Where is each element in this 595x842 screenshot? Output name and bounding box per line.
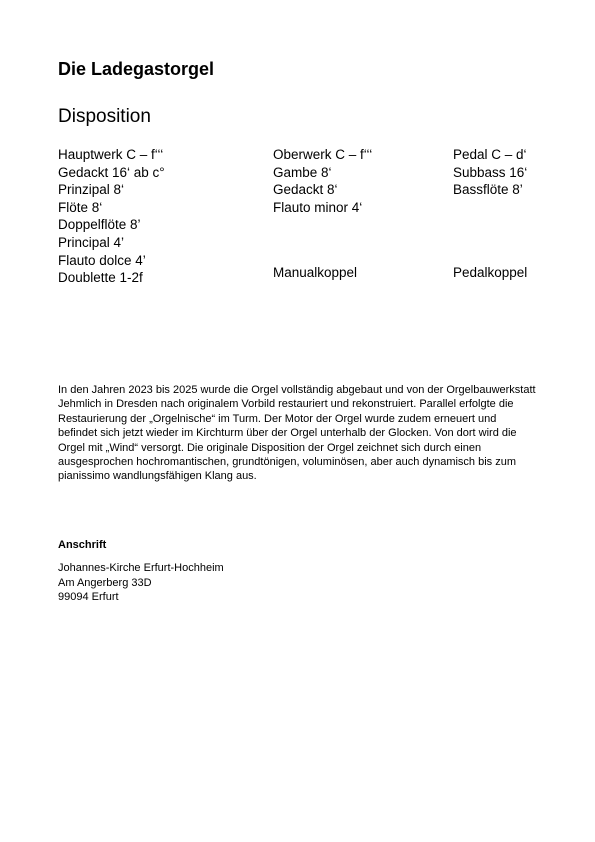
pedal-header: Pedal C – d‘ — [453, 147, 527, 162]
address-block — [58, 561, 224, 605]
pedal-column — [453, 146, 527, 199]
oberwerk-column — [273, 146, 372, 216]
oberwerk-header: Oberwerk C – f‘‘‘ — [273, 147, 373, 162]
stop-item: Flöte 8‘ — [58, 199, 103, 215]
hauptwerk-header: Hauptwerk C – f‘‘‘ — [58, 147, 164, 162]
stop-item: Principal 4’ — [58, 234, 125, 250]
stop-item: Flauto dolce 4’ — [58, 252, 146, 268]
section-heading-disposition: Disposition — [58, 106, 151, 127]
document-title: Die Ladegastorgel — [58, 59, 215, 79]
address-heading: Anschrift — [58, 539, 107, 551]
stop-item: Prinzipal 8‘ — [58, 182, 125, 198]
stop-item: Doublette 1-2f — [58, 270, 143, 286]
address-line: 99094 Erfurt — [58, 591, 119, 604]
stop-item: Gedackt 8‘ — [273, 182, 338, 198]
stop-item: Subbass 16‘ — [453, 164, 528, 180]
address-line: Johannes-Kirche Erfurt-Hochheim — [58, 562, 224, 574]
description-paragraph: In den Jahren 2023 bis 2025 wurde die Orgel vollständig abgebaut und von der Orgelbauwerkstatt Jehmlich in Dresden nach originalem Vorbild restauriert und rekonstruiert. Parallel erfolgte die Restaurierung der „Orgelnische“ im Turm. Der Motor der Orgel wurde zudem erneuert und befindet sich jetzt wieder im Kirchturm über der Orgel unterhalb der Glocken. Von dort wird die Orgel mit „Wind“ versorgt. Die originale Disposition der Orgel zeichnet sich durch einen ausgesprochen hochromantischen, grundtönigen, voluminösen, aber auch dynamisch bis zum pianissimo wandlungsfähigen Klang aus. — [58, 384, 536, 483]
address-line: Am Angerberg 33D — [58, 576, 152, 589]
stop-item: Flauto minor 4‘ — [273, 199, 363, 215]
pedalkoppel-label: Pedalkoppel — [453, 265, 528, 280]
stop-item: Gedackt 16‘ ab c° — [58, 164, 165, 180]
stop-item: Doppelflöte 8’ — [58, 217, 141, 233]
stop-item: Bassflöte 8’ — [453, 182, 523, 198]
stop-item: Gambe 8‘ — [273, 164, 332, 180]
manualkoppel-label: Manualkoppel — [273, 265, 358, 280]
hauptwerk-column — [58, 146, 165, 287]
